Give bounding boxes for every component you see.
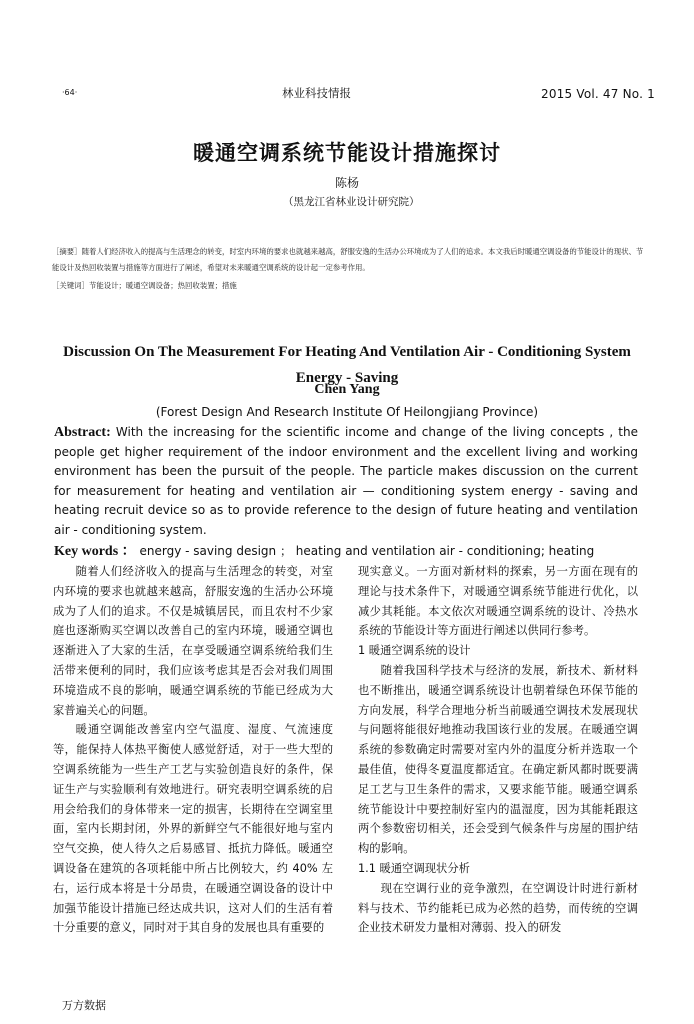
body-column-left xyxy=(53,562,333,938)
journal-name: 林业科技情报 xyxy=(282,86,351,100)
title-english: Discussion On The Measurement For Heating And Ventilation Air - Conditioning System Energy - Saving xyxy=(63,344,631,386)
affiliation-english: (Forest Design And Research Institute Of Heilongjiang Province) xyxy=(155,405,539,419)
body-column-right xyxy=(358,562,638,938)
author-chinese: 陈杨 xyxy=(334,176,359,190)
body-paragraph: 随着我国科学技术与经济的发展，新技术、新材料也不断推出，暖通空调系统设计也朝着绿色环保节能的方向发展，科学合理地分析当前暖通空调技术发展现状与问题将能很好地推动我国该行业的发展。在暖通空调系统的参数确定时需要对室内外的温度分析并选取一个最佳值，使得冬夏温度都适宜。在确定新风都时既要满足工艺与卫生条件的需求，又要求能节能。暖通空调系统节能设计中要控制好室内的温湿度，因为其能耗跟这两个参数密切相关，还会受到气候条件与房屋的围护结构的影响。 xyxy=(358,663,638,856)
keywords-english xyxy=(54,540,654,560)
abstract-english-text: With the increasing for the scientific income and change of the living concepts , the people get higher requirement of the indoor environment and the excellent living and working environment has been the pursuit of the people. The particle makes discussion on the current for measurement for heating and ventilation air — conditioning system energy - saving and heating recruit device so as to provide reference to the design of future heating and ventilation air - conditioning system. xyxy=(54,425,638,537)
page-number: ·64· xyxy=(62,88,78,97)
body-paragraph: 现在空调行业的竞争激烈，在空调设计时进行新材料与技术、节约能耗已成为必然的趋势，而传统的空调企业技术研发力量相对薄弱、投入的研发 xyxy=(358,881,638,935)
affiliation-chinese: （黑龙江省林业设计研究院） xyxy=(283,196,420,208)
abstract-label: Abstract: xyxy=(54,425,111,440)
abstract-chinese: ［摘要］随着人们经济收入的提高与生活理念的转变，时室内环境的要求也就越来越高，舒服安逸的生活办公环境成为了人们的追求。本文我后时暖通空调设备的节能设计的现状、节能设计及热回收装置与措施等方面进行了阐述，希望对未来暖通空调系统的设计起一定参考作用。 xyxy=(52,247,644,272)
body-paragraph: 暖通空调能改善室内空气温度、湿度、气流速度等，能保持人体热平衡使人感觉舒适，对于一些大型的空调系统能为一些生产工艺与实验创造良好的条件，保证生产与实验顺利有效地进行。研究表明空调系统的启用会给我们的身体带来一定的损害，长期待在空调室里面，室内长期封闭，外界的新鲜空气不能很好地与室内空气交换，使人待久之后易感冒、抵抗力降低。暖通空调设备在建筑的各项耗能中所占比例较大，约 40% 左右，运行成本将是十分昂贵，在暖通空调设备的设计中加强节能设计措施已经达成共识，这对人们的生活有着十分重要的意义，同时对于其自身的发展也具有重要的 xyxy=(53,723,333,935)
keywords-label: Key words ： xyxy=(54,544,136,559)
volume-issue: 2015 Vol. 47 No. 1 xyxy=(541,87,655,101)
abstract-english xyxy=(54,423,638,541)
section-heading: 1.1 暖通空调现状分析 xyxy=(358,861,470,875)
keywords-english-text: energy - saving design ； heating and ventilation air - conditioning; heating xyxy=(135,544,595,558)
author-english: Chen Yang xyxy=(314,382,380,397)
title-chinese: 暖通空调系统节能设计措施探讨 xyxy=(193,141,501,165)
section-heading: 1 暖通空调系统的设计 xyxy=(358,644,471,658)
body-paragraph: 现实意义。一方面对新材料的探索，另一方面在现有的理论与技术条件下，对暖通空调系统节能进行优化，以减少其耗能。本文依次对暖通空调系统的设计、冷热水系统的节能设计等方面进行阐述以供同行参考。 xyxy=(358,565,638,638)
footer-watermark: 万方数据 xyxy=(62,999,106,1012)
body-paragraph: 随着人们经济收入的提高与生活理念的转变，对室内环境的要求也就越来越高，舒服安逸的生活办公环境成为了人们的追求。不仅是城镇居民，而且农村不少家庭也逐渐购买空调以改善自己的室内环境，暖通空调也逐渐进入了大家的生活，在享受暖通空调系统给我们生活带来便利的同时，我们应该考虑其是否会对我们周围环境造成不良的影响，暖通空调系统的节能已经成为大家普遍关心的问题。 xyxy=(53,565,333,717)
keywords-chinese: ［关键词］节能设计；暖通空调设备；热回收装置；措施 xyxy=(52,281,237,290)
